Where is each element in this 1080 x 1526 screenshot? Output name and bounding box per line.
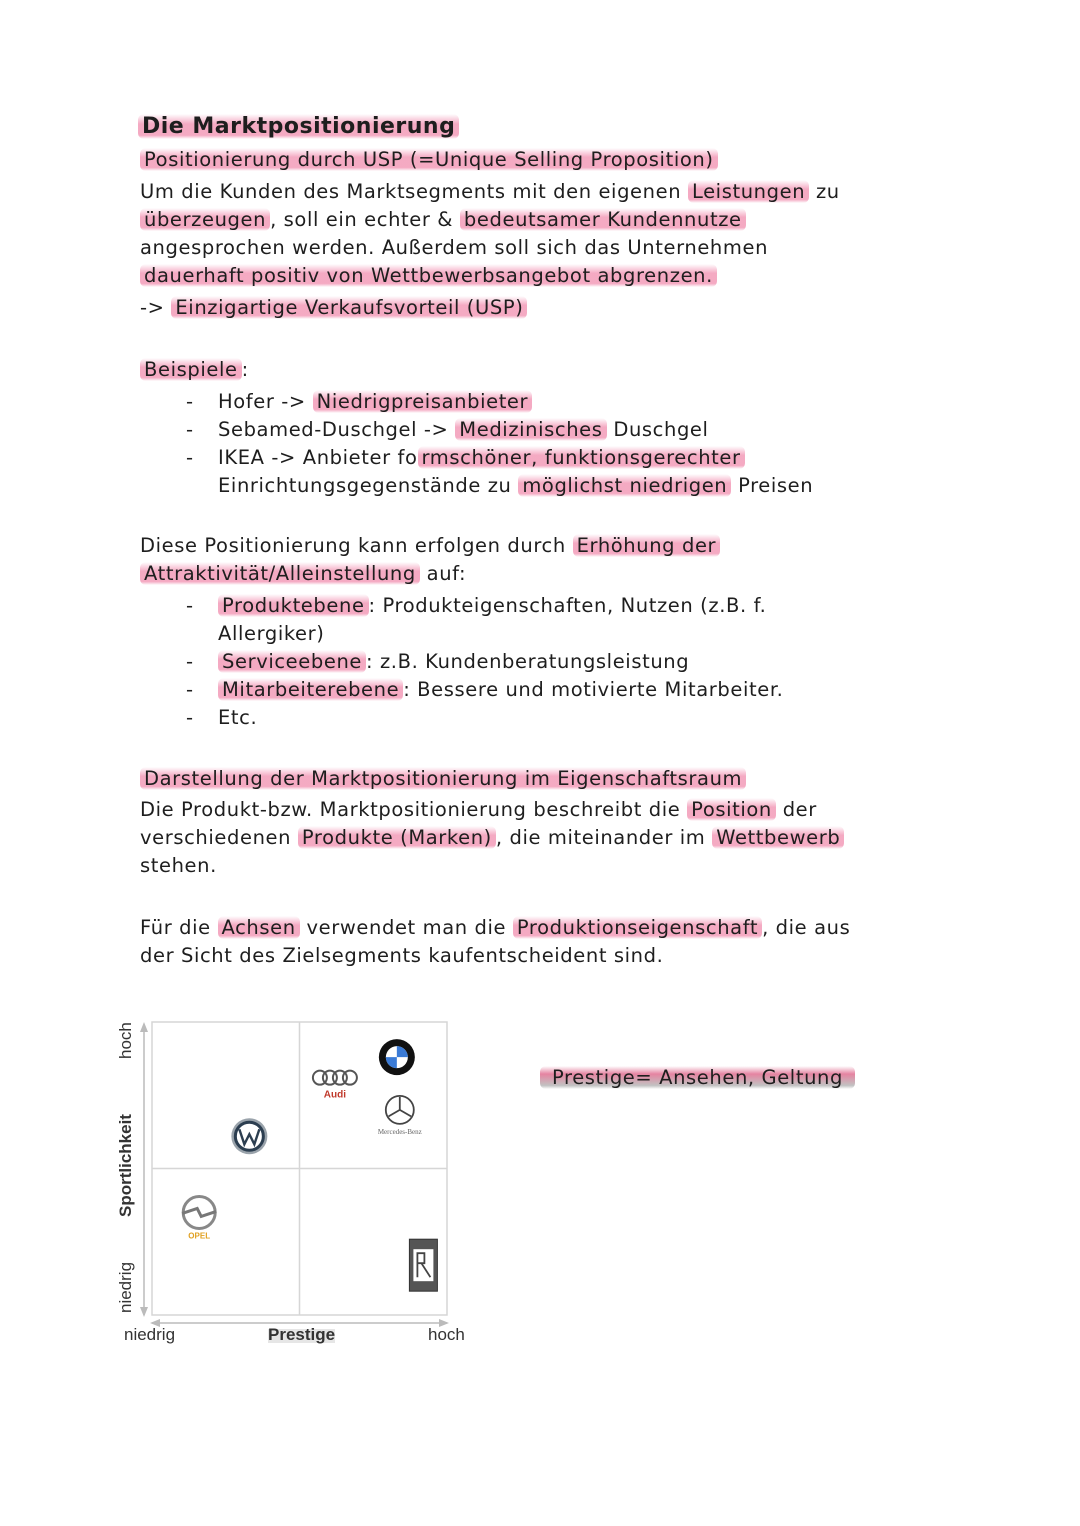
list-item-continuation: Allergiker) [218,622,325,645]
intro-paragraph: Positionierung durch USP (=Unique Selling Proposition) Um die Kunden des Marktsegments mit den eigenen Leistungen zu überzeugen , soll ein echter & bedeutsamer Kundennutze angesprochen werden. Außerdem soll sich das Unternehmen dauerhaft positiv von Wettbewerbsangebot abgrenzen. -> Einzigartige Verkaufsvorteil (USP) [140,148,840,319]
intro-line1: Positionierung durch USP (=Unique Selling Proposition) [140,148,718,171]
list-item: - Mitarbeiterebene : Bessere und motivierte Mitarbeiter. [186,678,784,701]
examples-list [186,388,886,500]
achsen-paragraph: Für die Achsen verwendet man die Produktionseigenschaft , die aus der Sicht des Zielsegments kaufentscheident sind. [140,916,851,967]
list-item: - Etc. [186,706,258,729]
y-axis-label: Sportlichkeit [116,1114,135,1217]
svg-text:Mercedes-Benz: Mercedes-Benz [377,1127,422,1136]
list-item: - Hofer -> Niedrigpreisanbieter [186,388,886,416]
y-axis-arrow-up [140,1022,148,1032]
svg-text:OPEL: OPEL [188,1231,211,1241]
list-item: - Produktebene : Produkteigenschaften, Nutzen (z.B. f. [186,594,767,617]
list-item: - Sebamed-Duschgel -> Medizinisches Duschgel [186,418,709,441]
page-title: Die Marktpositionierung [138,114,459,139]
svg-text:Audi: Audi [323,1089,347,1101]
x-low-label: niedrig [124,1325,176,1344]
y-high-label: hoch [116,1022,135,1059]
positioning-chart [100,1005,500,1375]
list-item: - Serviceebene : z.B. Kundenberatungsleistung [186,650,690,673]
y-low-label: niedrig [116,1261,135,1313]
brand-logo-bmw [379,1039,415,1075]
x-axis-label: Prestige [268,1325,336,1344]
examples-heading: Beispiele : [140,356,920,384]
brand-logo-vw [231,1118,267,1154]
ebenen-list [186,592,886,732]
y-axis-arrow-down [140,1307,148,1317]
attraktivitaet-paragraph: Diese Positionierung kann erfolgen durch Erhöhung der Attraktivität/Alleinstellung auf: [140,532,920,588]
darstellung-paragraph: Darstellung der Marktpositionierung im Eigenschaftsraum Die Produkt-bzw. Marktpositionierung beschreibt die Position der verschiedenen Produkte (Marken) , die miteinander im Wettbewerb stehen. [140,765,920,880]
prestige-note: Prestige= Ansehen, Geltung [540,1066,855,1089]
x-high-label: hoch [428,1325,465,1344]
brand-logo-rolls-royce [409,1239,437,1291]
list-item-continuation: Einrichtungsgegenstände zu möglichst niedrigen Preisen [218,474,814,497]
chart-svg [100,1005,500,1375]
list-item: - IKEA -> Anbieter fo rmschöner, funktionsgerechter [186,444,886,472]
